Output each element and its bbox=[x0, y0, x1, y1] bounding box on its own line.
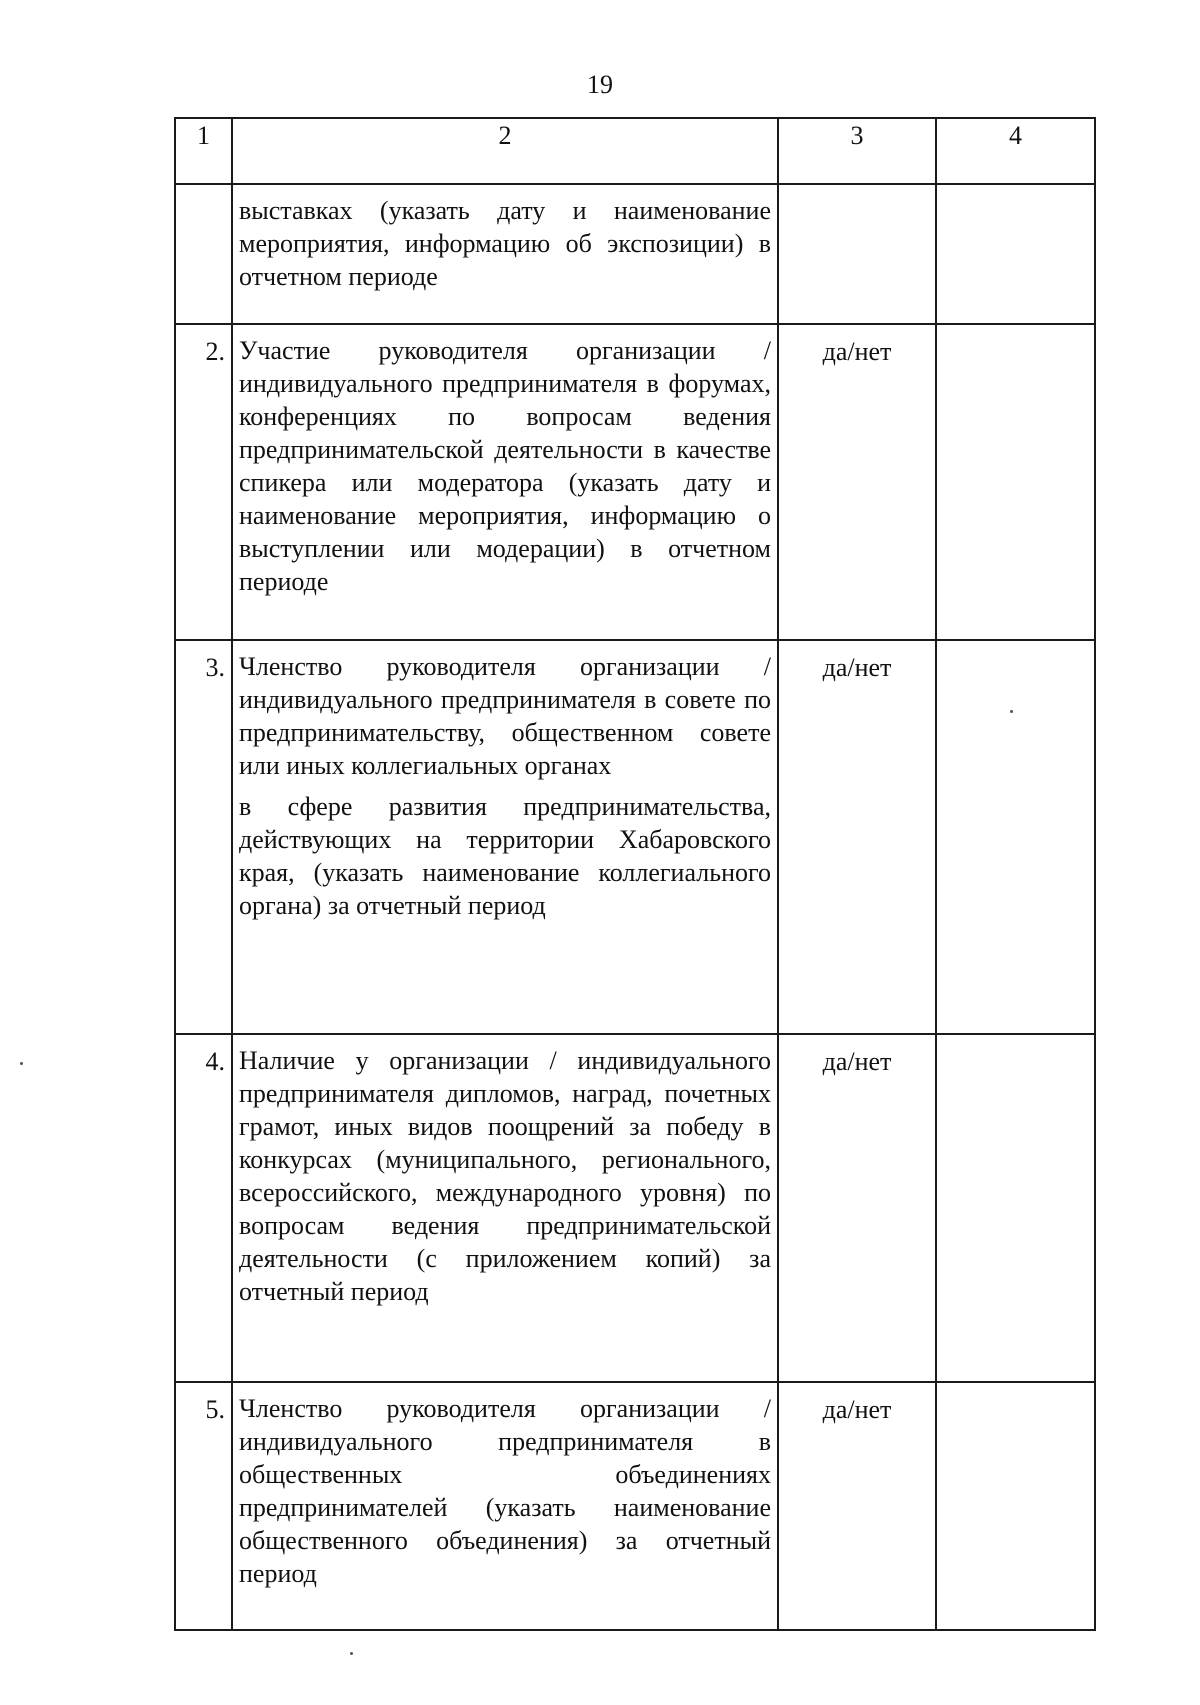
row-description-text: Членство руководителя организации / индивидуального предпринимателя в совете по предпринимательству, общественном совете или иных коллегиальных органах bbox=[239, 652, 771, 780]
row-col4 bbox=[936, 640, 1095, 1034]
row-value: да/нет bbox=[778, 324, 936, 640]
row-col4 bbox=[936, 1034, 1095, 1382]
row-description-text: Участие руководителя организации / индивидуального предпринимателя в форумах, конференциях по вопросам ведения предпринимательской деятельности в качестве спикера или модератора (указать дату и наименование мероприятия, информацию о выступлении или модерации) в отчетном периоде bbox=[239, 336, 771, 596]
row-description-text: выставках (указать дату и наименование мероприятия, информацию об экспозиции) в отчетном периоде bbox=[239, 196, 771, 291]
table-row bbox=[175, 640, 1095, 1034]
row-description bbox=[232, 324, 778, 640]
page-number: 19 bbox=[587, 70, 613, 99]
row-value: да/нет bbox=[778, 1034, 936, 1382]
row-value bbox=[778, 184, 936, 324]
table-row bbox=[175, 324, 1095, 640]
row-col4 bbox=[936, 184, 1095, 324]
header-cell-3: 3 bbox=[778, 118, 936, 184]
header-cell-4: 4 bbox=[936, 118, 1095, 184]
row-number: 3. bbox=[175, 640, 232, 1034]
row-number: 2. bbox=[175, 324, 232, 640]
row-description-text: в сфере развития предпринимательства, действующих на территории Хабаровского края, (указать наименование коллегиального органа) за отчетный период bbox=[239, 792, 771, 920]
table-row bbox=[175, 184, 1095, 324]
criteria-table bbox=[174, 117, 1096, 1631]
header-cell-2: 2 bbox=[232, 118, 778, 184]
table-header-row bbox=[175, 118, 1095, 184]
table-row bbox=[175, 1382, 1095, 1630]
row-description bbox=[232, 184, 778, 324]
row-col4 bbox=[936, 324, 1095, 640]
scan-speck bbox=[20, 1062, 23, 1065]
row-col4 bbox=[936, 1382, 1095, 1630]
row-description-text: Наличие у организации / индивидуального предпринимателя дипломов, наград, почетных грамот, иных видов поощрений за победу в конкурсах (муниципального, регионального, всероссийского, международного уровня) по вопросам ведения предпринимательской деятельности (с приложением копий) за отчетный период bbox=[239, 1046, 771, 1306]
scan-speck bbox=[1010, 710, 1013, 713]
row-number bbox=[175, 184, 232, 324]
row-description-text: Членство руководителя организации / индивидуального предпринимателя в общественных объединениях предпринимателей (указать наименование общественного объединения) за отчетный период bbox=[239, 1394, 771, 1588]
row-value: да/нет bbox=[778, 1382, 936, 1630]
row-value: да/нет bbox=[778, 640, 936, 1034]
header-cell-1: 1 bbox=[175, 118, 232, 184]
row-description bbox=[232, 640, 778, 1034]
row-number: 4. bbox=[175, 1034, 232, 1382]
row-description bbox=[232, 1382, 778, 1630]
row-description bbox=[232, 1034, 778, 1382]
row-number: 5. bbox=[175, 1382, 232, 1630]
scan-speck bbox=[350, 1652, 353, 1655]
table-row bbox=[175, 1034, 1095, 1382]
